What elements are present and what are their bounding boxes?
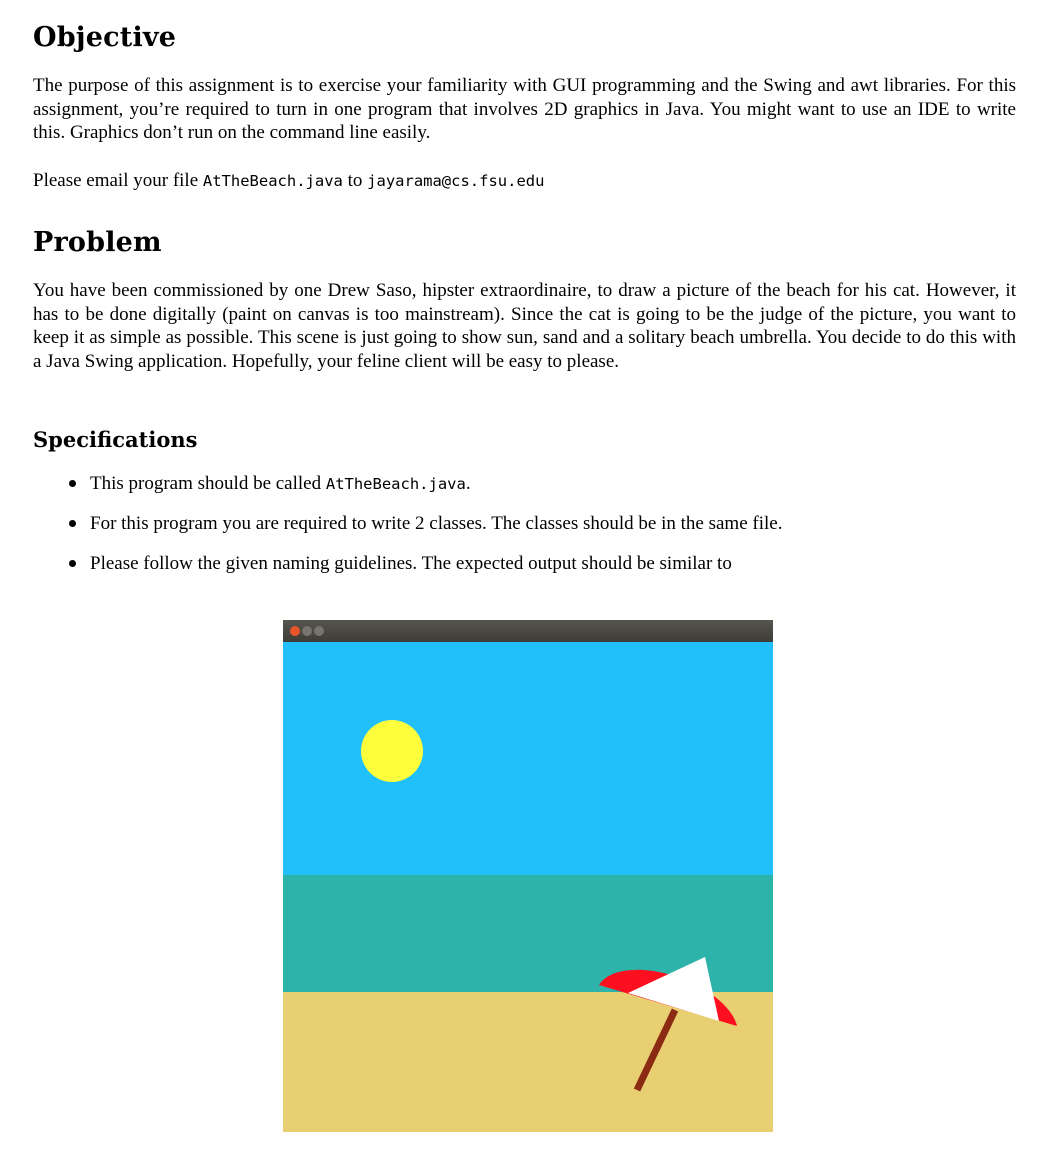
beach-output-window <box>283 620 773 1132</box>
problem-paragraph: You have been commissioned by one Drew Saso, hipster extraordinaire, to draw a picture of the beach for his cat. However, it has to be done digitally (paint on canvas is too mainstream). Since the cat is going to be the judge of the picture, you want to keep it as simple as possible. This scene is just going to show sun, sand and a solitary beach umbrella. You decide to do this with a Java Swing application. Hopefully, your feline client will be easy to please. <box>33 280 1016 372</box>
bullet-dot <box>69 560 76 567</box>
email-instruction <box>33 170 544 192</box>
window-titlebar <box>283 620 773 642</box>
beach-scene <box>283 642 773 1132</box>
specifications-heading: Specifications <box>33 427 198 452</box>
email-to: to <box>347 170 363 191</box>
filename-code: AtTheBeach.java <box>202 172 343 190</box>
spec-bullet-3 <box>66 553 732 575</box>
email-prefix: Please email your file <box>33 170 199 191</box>
bullet1-prefix: This program should be called <box>90 473 322 494</box>
bullet-dot <box>69 480 76 487</box>
window-minimize-button[interactable] <box>302 626 312 636</box>
window-maximize-button[interactable] <box>314 626 324 636</box>
sky <box>283 642 773 875</box>
email-address: jayarama@cs.fsu.edu <box>367 172 545 190</box>
bullet2-text: For this program you are required to write 2 classes. The classes should be in the same file. <box>90 513 783 534</box>
objective-paragraph: The purpose of this assignment is to exercise your familiarity with GUI programming and the Swing and awt libraries. For this assignment, you’re required to turn in one program that involves 2D graphics in Java. You might want to use an IDE to write this. Graphics don’t run on the command line easily. <box>33 75 1016 144</box>
bullet3-text: Please follow the given naming guidelines. The expected output should be similar to <box>90 553 732 574</box>
bullet-dot <box>69 520 76 527</box>
bullet1-suffix: . <box>465 473 471 494</box>
sun <box>361 720 423 782</box>
window-close-button[interactable] <box>290 626 300 636</box>
problem-heading: Problem <box>33 227 162 258</box>
spec-bullet-1 <box>66 473 471 495</box>
objective-heading: Objective <box>33 22 177 53</box>
spec-bullet-2 <box>66 513 782 535</box>
bullet1-code: AtTheBeach.java <box>325 475 466 493</box>
